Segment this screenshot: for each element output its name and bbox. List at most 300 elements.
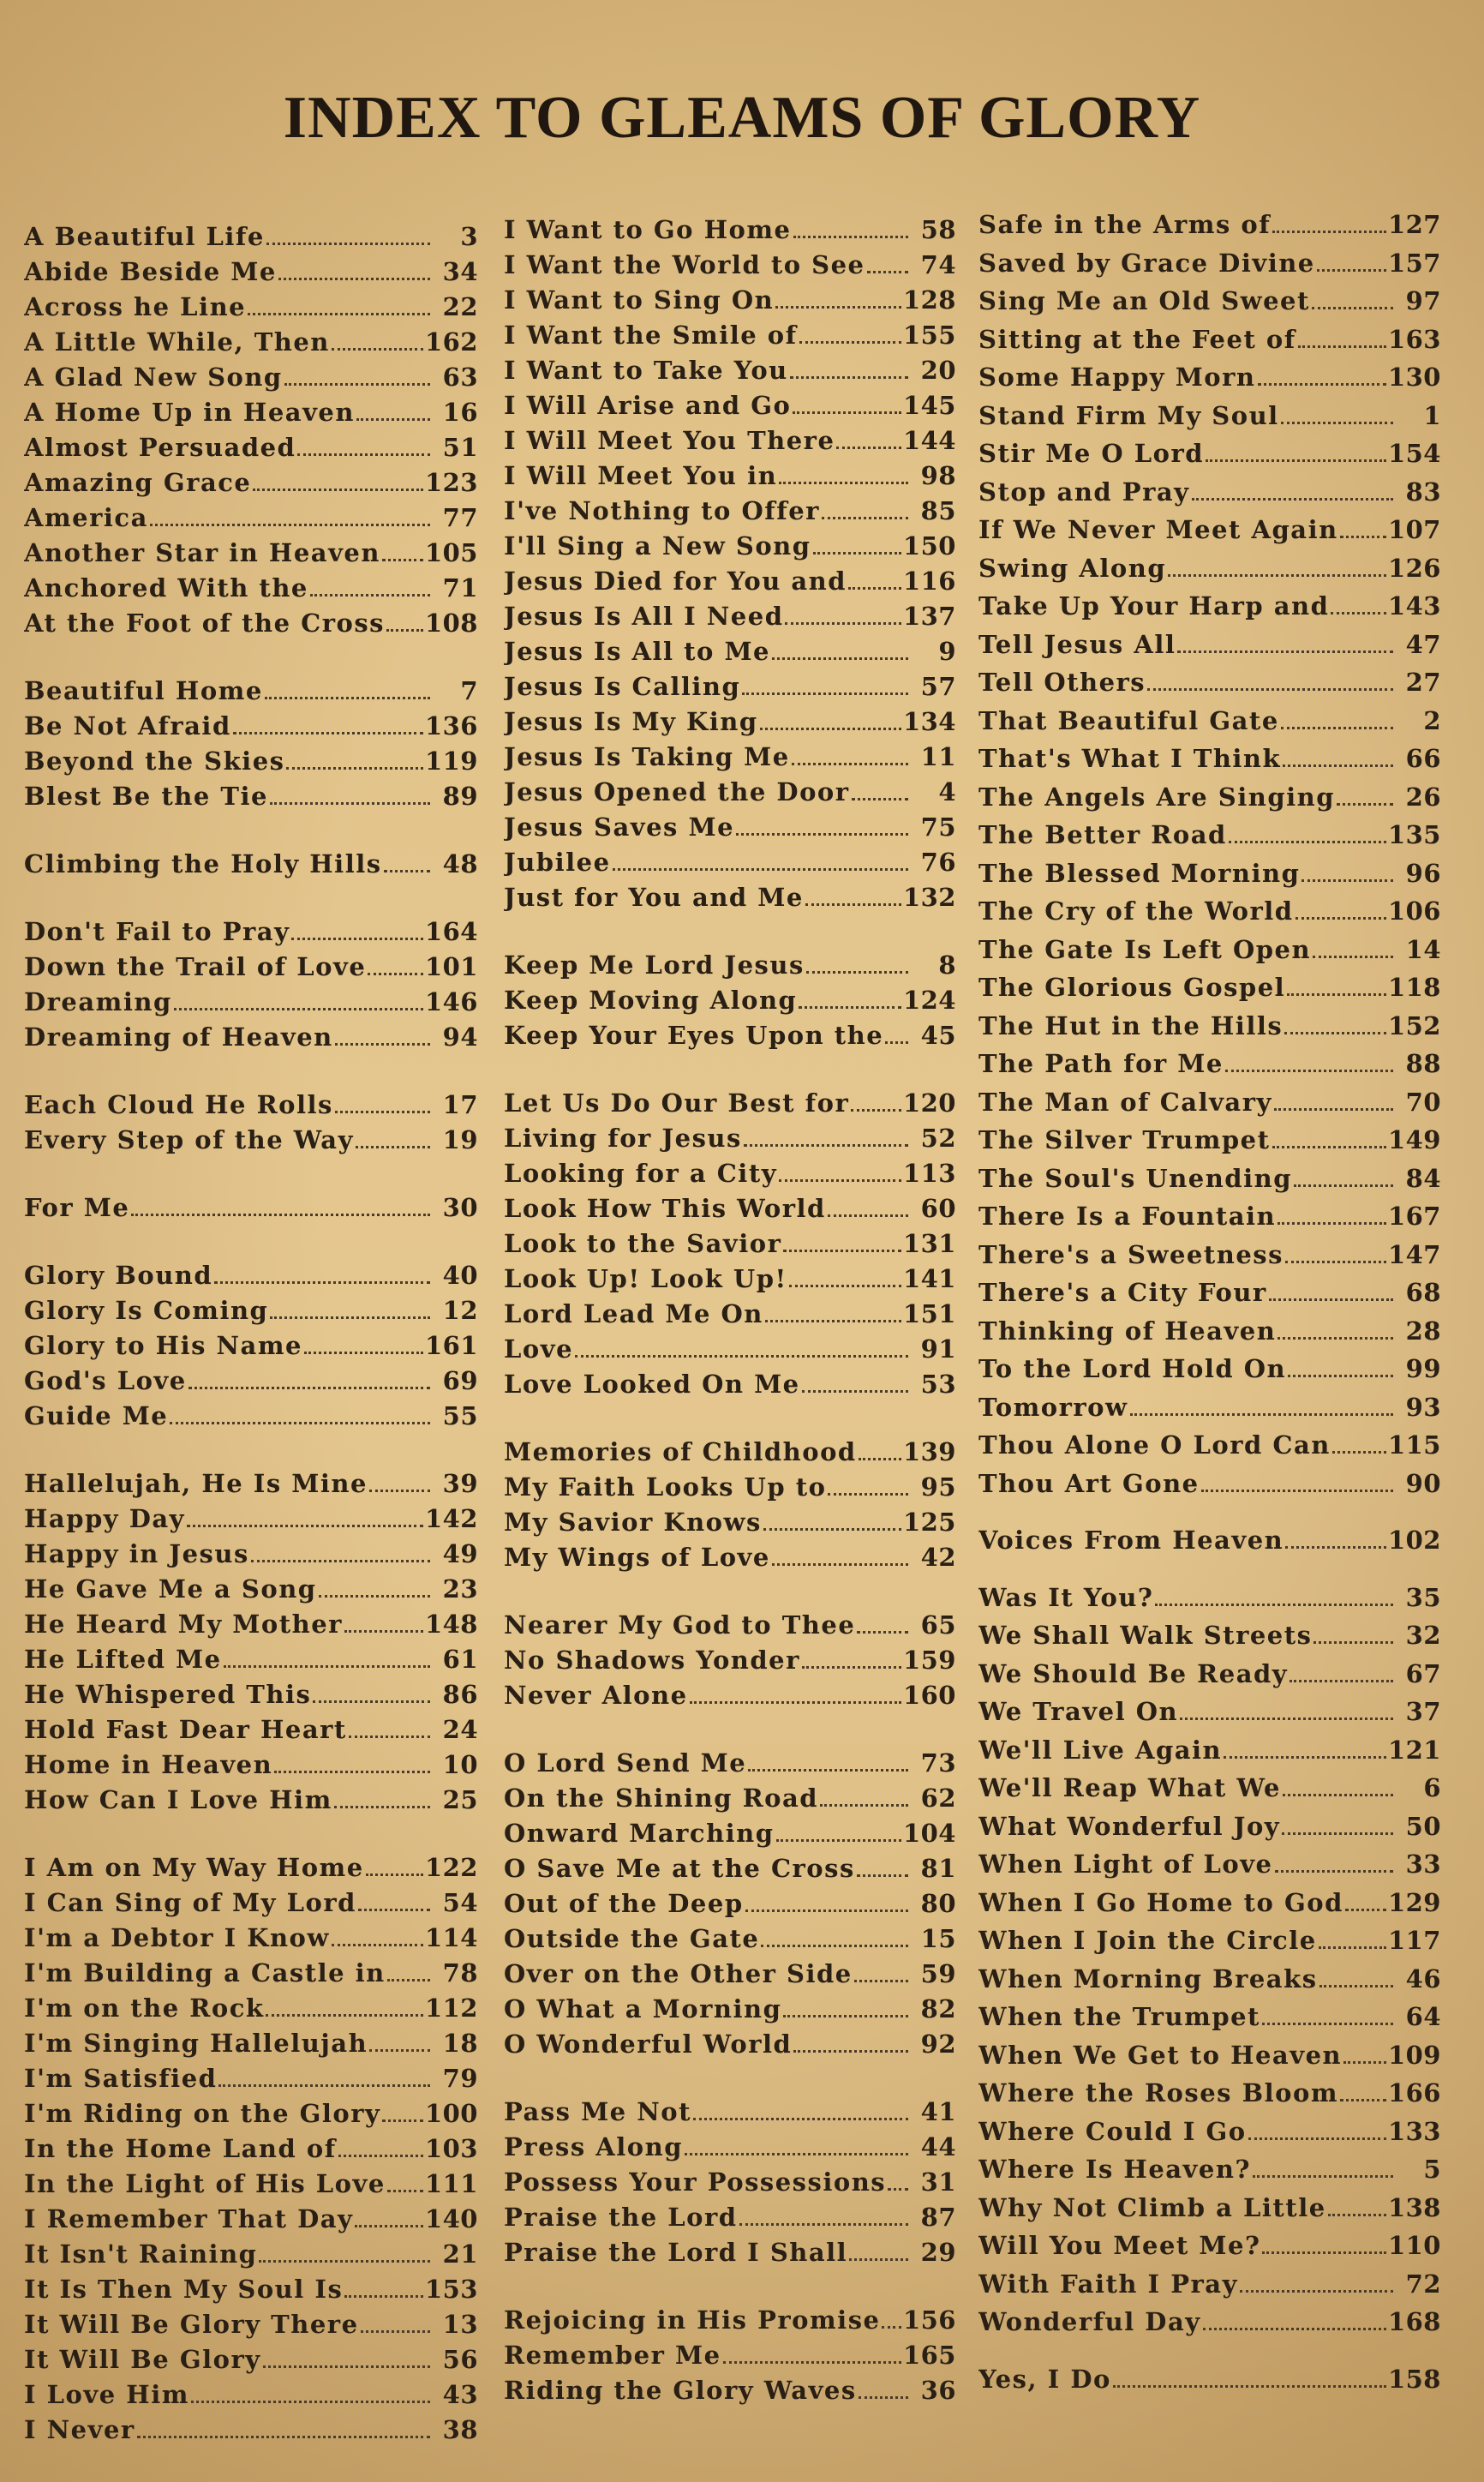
song-title: The Hut in the Hills (978, 1010, 1284, 1040)
page-number: 130 (1387, 363, 1441, 392)
page-number: 31 (920, 2167, 956, 2197)
index-entry (504, 983, 956, 1018)
page-number: 101 (424, 952, 478, 981)
index-entry (24, 1364, 478, 1399)
song-title: There's a City Four (978, 1278, 1267, 1307)
dot-leader (1294, 1184, 1393, 1187)
dot-leader (1285, 1546, 1386, 1549)
dot-leader (1328, 2214, 1386, 2216)
dot-leader (761, 1945, 908, 1947)
page-number: 164 (424, 917, 478, 946)
index-entry (504, 1851, 956, 1886)
song-title: He Heard My Mother (24, 1610, 343, 1639)
page-number: 163 (1387, 324, 1441, 354)
song-title: If We Never Meet Again (978, 515, 1338, 544)
page-number: 78 (442, 1958, 478, 1987)
letter-group (504, 213, 956, 915)
letter-group (978, 1579, 1441, 2341)
index-entry (978, 1655, 1441, 1694)
dot-leader (1319, 1985, 1393, 1987)
song-title: Praise the Lord I Shall (504, 2238, 848, 2267)
song-title: Look to the Savior (504, 1229, 782, 1258)
index-entry (978, 1998, 1441, 2036)
index-entry (504, 634, 956, 669)
song-title: Jesus Is Taking Me (504, 742, 790, 771)
page-number: 59 (920, 1959, 956, 1988)
page-number: 27 (1405, 668, 1441, 697)
index-entry (978, 816, 1441, 854)
page-title: INDEX TO GLEAMS OF GLORY (283, 85, 1201, 151)
song-title: I'm on the Rock (24, 1993, 265, 2023)
song-title: A Glad New Song (24, 363, 283, 392)
song-title: When the Trumpet (978, 2002, 1260, 2031)
song-title: Thou Alone O Lord Can (978, 1430, 1331, 1460)
index-entry (24, 2026, 478, 2061)
index-entry (978, 1960, 1441, 1999)
index-entry (24, 744, 478, 779)
page-number: 88 (1405, 1049, 1441, 1078)
index-entry (504, 2130, 956, 2165)
dot-leader (310, 594, 430, 597)
song-title: Stand Firm My Soul (978, 400, 1279, 430)
page-number: 6 (1423, 1773, 1441, 1802)
dot-leader (1180, 1718, 1393, 1720)
index-entry (24, 914, 478, 950)
dot-leader (789, 1285, 901, 1287)
index-column-3 (978, 206, 1441, 2417)
song-title: The Better Road (978, 820, 1227, 849)
index-entry (504, 880, 956, 915)
dot-leader (805, 903, 901, 906)
dot-leader (772, 1563, 908, 1566)
index-entry (24, 395, 478, 430)
letter-group (24, 1190, 478, 1226)
index-entry (504, 1957, 956, 1992)
song-title: Voices From Heaven (978, 1526, 1284, 1555)
song-title: The Path for Me (978, 1049, 1224, 1078)
song-title: Thou Art Gone (978, 1468, 1200, 1498)
song-title: O What a Morning (504, 1994, 782, 2023)
dot-leader (760, 728, 901, 730)
song-title: Happy in Jesus (24, 1539, 249, 1568)
index-entry (24, 1850, 478, 1885)
dot-leader (284, 383, 430, 386)
song-title: We Shall Walk Streets (978, 1621, 1313, 1650)
index-entry (24, 709, 478, 744)
page-number: 64 (1405, 2002, 1441, 2031)
page-number: 120 (902, 1088, 956, 1118)
letter-group (24, 914, 478, 1055)
song-title: Abide Beside Me (24, 257, 277, 286)
page-number: 140 (424, 2204, 478, 2233)
letter-group (24, 1088, 478, 1158)
song-title: Glory Is Coming (24, 1296, 269, 1325)
dot-leader (1287, 993, 1386, 996)
page-number: 110 (1387, 2231, 1441, 2260)
page-number: 1 (1423, 400, 1441, 430)
dot-leader (1283, 764, 1393, 767)
song-title: The Angels Are Singing (978, 782, 1335, 812)
dot-leader (1155, 1604, 1393, 1606)
dot-leader (131, 1214, 430, 1216)
song-title: We Should Be Ready (978, 1658, 1289, 1688)
dot-leader (1130, 1413, 1394, 1416)
index-entry (504, 1781, 956, 1816)
page-number: 95 (920, 1472, 956, 1502)
dot-leader (1225, 1070, 1393, 1072)
index-entry (24, 2202, 478, 2237)
dot-leader (799, 1006, 901, 1009)
song-title: Tell Jesus All (978, 629, 1176, 659)
dot-leader (1168, 574, 1386, 577)
index-entry (504, 1191, 956, 1226)
page-number: 21 (442, 2239, 478, 2269)
index-entry (504, 388, 956, 423)
song-title: Jesus Died for You and (504, 567, 847, 596)
dot-leader (1248, 2137, 1386, 2140)
song-title: Glory to His Name (24, 1331, 302, 1360)
dot-leader (1272, 231, 1386, 233)
page-number: 144 (902, 426, 956, 455)
dot-leader (1275, 1870, 1394, 1873)
index-entry (978, 2150, 1441, 2189)
song-title: With Faith I Pray (978, 2269, 1238, 2299)
dot-leader (776, 1839, 901, 1842)
page-number: 12 (442, 1296, 478, 1325)
index-entry (978, 1616, 1441, 1655)
letter-group (24, 847, 478, 882)
index-entry (978, 1197, 1441, 1236)
dot-leader (344, 2295, 423, 2298)
index-entry (504, 423, 956, 459)
index-entry (978, 473, 1441, 512)
index-entry (504, 845, 956, 880)
dot-leader (1317, 269, 1386, 272)
index-entry (978, 892, 1441, 931)
index-entry (24, 2342, 478, 2377)
song-title: Jubilee (504, 848, 611, 877)
song-title: He Gave Me a Song (24, 1574, 317, 1604)
song-title: Let Us Do Our Best for (504, 1088, 850, 1118)
index-entry (504, 599, 956, 634)
page-number: 98 (920, 461, 956, 490)
page-number: 132 (902, 883, 956, 912)
letter-group (24, 1850, 478, 2448)
song-title: My Wings of Love (504, 1543, 770, 1572)
dot-leader (1229, 841, 1386, 843)
dot-leader (1288, 1375, 1393, 1377)
page-number: 133 (1387, 2116, 1441, 2146)
page-number: 47 (1405, 629, 1441, 659)
dot-leader (274, 1771, 430, 1773)
page-number: 109 (1387, 2040, 1441, 2070)
page-number: 39 (442, 1469, 478, 1498)
song-title: Sitting at the Feet of (978, 324, 1296, 354)
index-entry (978, 1884, 1441, 1922)
song-title: Possess Your Possessions (504, 2167, 887, 2197)
dot-leader (266, 2014, 422, 2017)
page-number: 70 (1405, 1087, 1441, 1117)
page-number: 114 (424, 1923, 478, 1952)
index-entry (978, 1045, 1441, 1083)
song-title: What Wonderful Joy (978, 1811, 1281, 1841)
index-entry (978, 206, 1441, 244)
song-title: Glory Bound (24, 1261, 213, 1290)
letter-group (24, 1258, 478, 1434)
dot-leader (1319, 1946, 1386, 1949)
letter-group (504, 2303, 956, 2408)
page-number: 126 (1387, 553, 1441, 583)
song-title: It Will Be Glory There (24, 2310, 359, 2339)
dot-leader (828, 1214, 908, 1217)
page-number: 16 (442, 398, 478, 427)
dot-leader (1201, 1490, 1393, 1492)
dot-leader (369, 1490, 430, 1492)
dot-leader (799, 341, 901, 344)
page-number: 9 (938, 637, 956, 666)
index-entry (504, 2373, 956, 2408)
song-title: Some Happy Morn (978, 363, 1256, 392)
index-entry (24, 2307, 478, 2342)
dot-leader (1340, 2099, 1386, 2101)
song-title: Be Not Afraid (24, 711, 231, 740)
dot-leader (575, 1355, 908, 1358)
page-number: 102 (1387, 1526, 1441, 1555)
index-entry (24, 1783, 478, 1818)
index-entry (24, 985, 478, 1020)
song-title: Just for You and Me (504, 883, 804, 912)
page-number: 107 (1387, 515, 1441, 544)
dot-leader (851, 1109, 901, 1112)
index-entry (24, 1885, 478, 1921)
index-entry (978, 2036, 1441, 2075)
index-entry (978, 2113, 1441, 2151)
page-number: 53 (920, 1370, 956, 1399)
song-title: To the Lord Hold On (978, 1354, 1287, 1383)
dot-leader (369, 2049, 430, 2052)
index-entry (978, 1121, 1441, 1160)
page-number: 119 (424, 746, 478, 776)
index-entry (978, 1845, 1441, 1884)
page-number: 96 (1405, 858, 1441, 888)
page-number: 100 (424, 2099, 478, 2128)
page-number: 75 (920, 812, 956, 842)
page-number: 141 (902, 1264, 956, 1293)
index-entry (978, 511, 1441, 549)
song-title: I've Nothing to Offer (504, 496, 820, 525)
song-title: Anchored With the (24, 573, 308, 603)
letter-group (24, 219, 478, 641)
dot-leader (335, 1111, 430, 1113)
song-title: In the Home Land of (24, 2134, 337, 2163)
dot-leader (387, 1979, 430, 1981)
index-entry (504, 1297, 956, 1332)
index-entry (978, 1312, 1441, 1351)
letter-group (504, 1746, 956, 2062)
letter-group (504, 2095, 956, 2270)
index-entry (504, 1505, 956, 1540)
song-title: When I Go Home to God (978, 1887, 1343, 1917)
index-entry (978, 1731, 1441, 1770)
index-entry (504, 494, 956, 529)
dot-leader (1290, 1680, 1393, 1682)
index-entry (24, 674, 478, 709)
song-title: We'll Reap What We (978, 1773, 1281, 1802)
song-title: Climbing the Holy Hills (24, 849, 382, 878)
page-number: 13 (442, 2310, 478, 2339)
song-title: I'll Sing a New Song (504, 531, 811, 561)
page-number: 2 (1423, 705, 1441, 735)
page-number: 118 (1387, 973, 1441, 1002)
song-title: Pass Me Not (504, 2097, 691, 2126)
page-number: 156 (902, 2305, 956, 2335)
index-column-2 (504, 213, 956, 2441)
song-title: Onward Marching (504, 1819, 775, 1848)
song-title: Where Is Heaven? (978, 2155, 1251, 2184)
dot-leader (822, 517, 908, 519)
index-entry (24, 1991, 478, 2026)
page-number: 106 (1387, 896, 1441, 926)
song-title: He Whispered This (24, 1680, 312, 1709)
song-title: I Want to Sing On (504, 285, 775, 315)
page-number: 159 (902, 1646, 956, 1675)
index-entry (978, 2074, 1441, 2113)
dot-leader (1203, 2328, 1386, 2330)
index-entry (24, 1642, 478, 1677)
dot-leader (1258, 383, 1386, 386)
song-title: I Can Sing of My Lord (24, 1888, 356, 1917)
page-number: 67 (1405, 1658, 1441, 1688)
dot-leader (297, 453, 430, 456)
song-title: My Faith Looks Up to (504, 1472, 827, 1502)
song-title: My Savior Knows (504, 1508, 762, 1537)
song-title: O Save Me at the Cross (504, 1854, 855, 1883)
song-title: When Morning Breaks (978, 1963, 1318, 1993)
page-number: 139 (902, 1437, 956, 1466)
page-number: 41 (920, 2097, 956, 2126)
dot-leader (1282, 1832, 1393, 1835)
index-entry (978, 626, 1441, 664)
dot-leader (848, 587, 901, 590)
song-title: Press Along (504, 2132, 684, 2161)
dot-leader (291, 938, 423, 940)
letter-group (978, 2360, 1441, 2399)
page-number: 42 (920, 1543, 956, 1572)
song-title: In the Light of His Love (24, 2169, 386, 2198)
page-number: 150 (902, 531, 956, 561)
dot-leader (338, 2155, 423, 2157)
dot-leader (783, 1250, 901, 1252)
dot-leader (1278, 1337, 1393, 1340)
dot-leader (349, 1736, 430, 1738)
dot-leader (1192, 498, 1393, 501)
index-entry (504, 1086, 956, 1121)
index-entry (504, 1678, 956, 1713)
dot-leader (793, 2050, 908, 2053)
index-entry (978, 1693, 1441, 1731)
index-entry (24, 1328, 478, 1364)
song-title: He Lifted Me (24, 1645, 222, 1674)
page-number: 151 (902, 1299, 956, 1328)
page-number: 129 (1387, 1887, 1441, 1917)
dot-leader (882, 2326, 901, 2329)
index-entry (24, 1607, 478, 1642)
dot-leader (772, 657, 908, 660)
dot-leader (382, 559, 423, 561)
dot-leader (332, 348, 423, 351)
index-entry (504, 1540, 956, 1575)
index-entry (24, 847, 478, 882)
page-number: 72 (1405, 2269, 1441, 2299)
page-number: 76 (920, 848, 956, 877)
song-title: I'm Riding on the Glory (24, 2099, 381, 2128)
song-title: Living for Jesus (504, 1124, 742, 1153)
song-title: Hallelujah, He Is Mine (24, 1469, 368, 1498)
song-title: Sing Me an Old Sweet (978, 286, 1310, 315)
song-title: I Never (24, 2415, 135, 2444)
dot-leader (358, 1909, 430, 1911)
dot-leader (775, 306, 901, 309)
dot-leader (259, 2260, 430, 2263)
song-title: How Can I Love Him (24, 1785, 332, 1814)
dot-leader (251, 1560, 430, 1562)
dot-leader (224, 1665, 430, 1668)
index-entry (504, 2095, 956, 2130)
index-entry (978, 321, 1441, 359)
dot-leader (1337, 803, 1393, 806)
song-title: Riding the Glory Waves (504, 2376, 857, 2405)
dot-leader (265, 697, 430, 699)
index-entry (24, 1956, 478, 1991)
dot-leader (1284, 1032, 1386, 1034)
page-number: 8 (938, 950, 956, 980)
dot-leader (802, 1390, 908, 1393)
page-number: 68 (1405, 1278, 1441, 1307)
index-entry (24, 360, 478, 395)
page-number: 19 (442, 1125, 478, 1154)
page-number: 15 (920, 1924, 956, 1953)
index-entry (978, 931, 1441, 969)
index-entry (504, 2235, 956, 2270)
index-entry (24, 1258, 478, 1293)
dot-leader (356, 418, 430, 421)
dot-leader (187, 1525, 423, 1527)
song-title: Where the Roses Bloom (978, 2078, 1338, 2107)
page-number: 65 (920, 1610, 956, 1640)
index-entry (978, 854, 1441, 893)
song-title: I Will Meet You There (504, 426, 835, 455)
page-number: 87 (920, 2203, 956, 2232)
dot-leader (191, 2401, 430, 2403)
index-entry (504, 1992, 956, 2027)
dot-leader (852, 798, 908, 800)
index-entry (504, 529, 956, 564)
song-title: Love (504, 1334, 574, 1364)
dot-leader (214, 1281, 430, 1284)
song-title: Wonderful Day (978, 2307, 1201, 2336)
song-title: Rejoicing in His Promise (504, 2305, 881, 2335)
index-entry (504, 213, 956, 248)
index-entry (24, 1020, 478, 1055)
song-title: O Lord Send Me (504, 1748, 747, 1778)
dot-leader (1224, 1756, 1386, 1759)
page-number: 4 (938, 777, 956, 806)
dot-leader (1296, 917, 1386, 920)
song-title: I'm Singing Hallelujah (24, 2029, 368, 2058)
page-number: 69 (442, 1366, 478, 1395)
index-entry (24, 1502, 478, 1537)
dot-leader (849, 2258, 908, 2261)
